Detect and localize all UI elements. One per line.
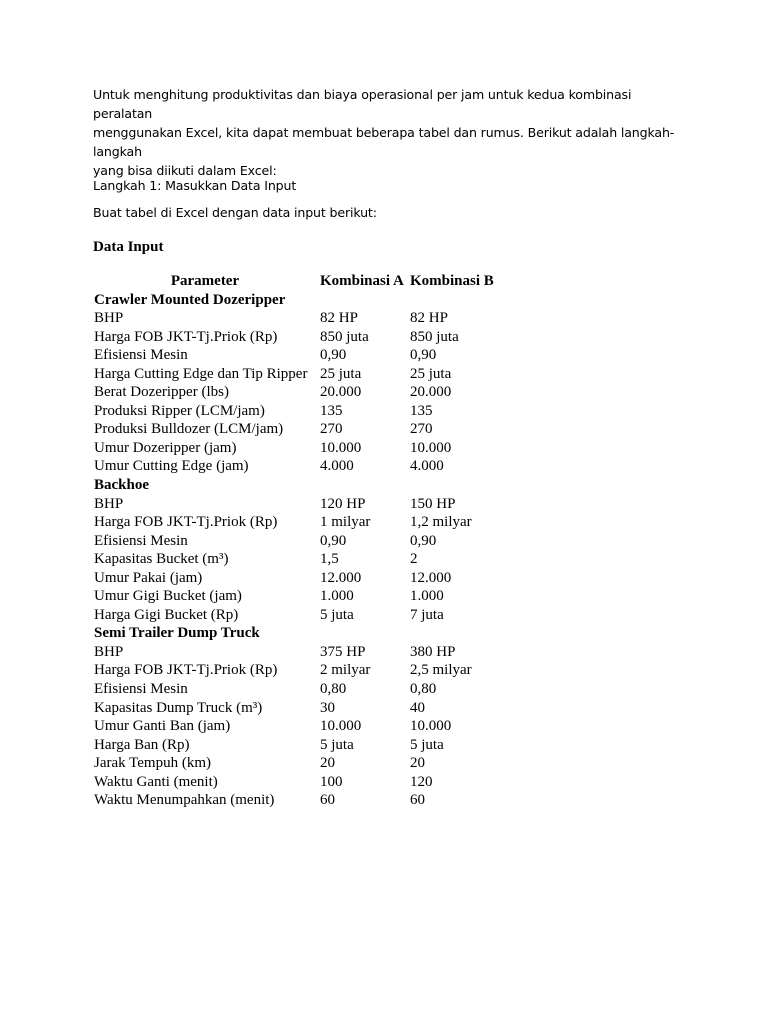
kombinasi-b-cell: 0,80 <box>410 681 437 698</box>
parameter-cell: Berat Dozeripper (lbs) <box>94 384 229 401</box>
kombinasi-a-cell: 0,90 <box>320 347 347 364</box>
table-row <box>92 569 496 588</box>
parameter-cell: BHP <box>94 643 124 660</box>
table-row <box>92 495 496 514</box>
kombinasi-a-cell: 20 <box>320 755 335 772</box>
table-group-row <box>92 624 496 643</box>
kombinasi-b-cell: 10.000 <box>410 439 452 456</box>
table-group-row <box>92 476 496 495</box>
kombinasi-a-cell: 4.000 <box>320 458 354 475</box>
table-row <box>92 661 496 680</box>
parameter-cell: Harga Ban (Rp) <box>94 736 190 753</box>
parameter-cell: Harga FOB JKT-Tj.Priok (Rp) <box>94 328 278 345</box>
parameter-cell: Efisiensi Mesin <box>94 681 188 698</box>
kombinasi-a-cell: 2 milyar <box>320 662 371 679</box>
kombinasi-a-cell: 100 <box>320 773 343 790</box>
kombinasi-a-cell: 10.000 <box>320 439 362 456</box>
kombinasi-b-cell: 10.000 <box>410 718 452 735</box>
column-header-kombinasi-b: Kombinasi B <box>410 273 494 289</box>
table-row <box>92 791 496 810</box>
table-group-row <box>92 291 496 310</box>
kombinasi-b-cell: 1.000 <box>410 588 444 605</box>
parameter-cell: Harga Cutting Edge dan Tip Ripper <box>94 365 308 382</box>
kombinasi-b-cell: 2 <box>410 551 418 568</box>
parameter-cell: Kapasitas Dump Truck (m³) <box>94 699 263 716</box>
section-title: Data Input <box>93 239 164 255</box>
kombinasi-b-cell: 1,2 milyar <box>410 514 472 531</box>
kombinasi-b-cell: 5 juta <box>410 736 444 753</box>
kombinasi-a-cell: 1,5 <box>320 551 339 568</box>
kombinasi-b-cell: 850 juta <box>410 328 459 345</box>
parameter-cell: Produksi Bulldozer (LCM/jam) <box>94 421 284 438</box>
table-row <box>92 606 496 625</box>
parameter-cell: Waktu Menumpahkan (menit) <box>94 792 275 809</box>
kombinasi-b-cell: 60 <box>410 792 425 809</box>
kombinasi-b-cell: 270 <box>410 421 433 438</box>
table-row <box>92 587 496 606</box>
step-1-instruction: Buat tabel di Excel dengan data input berikut: <box>93 205 377 220</box>
kombinasi-b-cell: 150 HP <box>410 495 456 512</box>
parameter-cell: Efisiensi Mesin <box>94 347 188 364</box>
table-row <box>92 643 496 662</box>
kombinasi-a-cell: 1 milyar <box>320 514 371 531</box>
kombinasi-b-cell: 380 HP <box>410 643 456 660</box>
table-row <box>92 383 496 402</box>
table-row <box>92 420 496 439</box>
table-body <box>92 291 496 810</box>
kombinasi-a-cell: 60 <box>320 792 335 809</box>
parameter-cell: Umur Dozeripper (jam) <box>94 439 237 456</box>
parameter-cell: Umur Pakai (jam) <box>94 569 203 586</box>
table-row <box>92 402 496 421</box>
table-row <box>92 328 496 347</box>
kombinasi-a-cell: 25 juta <box>320 365 362 382</box>
kombinasi-b-cell: 20.000 <box>410 384 452 401</box>
table-row <box>92 439 496 458</box>
kombinasi-b-cell: 135 <box>410 402 433 419</box>
kombinasi-b-cell: 7 juta <box>410 606 444 623</box>
kombinasi-a-cell: 120 HP <box>320 495 366 512</box>
step-1-heading: Langkah 1: Masukkan Data Input <box>93 178 297 193</box>
kombinasi-a-cell: 0,90 <box>320 532 347 549</box>
parameter-cell: Harga Gigi Bucket (Rp) <box>94 606 239 623</box>
kombinasi-a-cell: 82 HP <box>320 310 358 327</box>
kombinasi-b-cell: 40 <box>410 699 425 716</box>
kombinasi-a-cell: 20.000 <box>320 384 362 401</box>
parameter-cell: Umur Gigi Bucket (jam) <box>94 588 242 605</box>
kombinasi-b-cell: 82 HP <box>410 310 448 327</box>
column-header-kombinasi-a: Kombinasi A <box>320 273 404 289</box>
parameter-cell: Produksi Ripper (LCM/jam) <box>94 402 265 419</box>
kombinasi-a-cell: 270 <box>320 421 343 438</box>
parameter-cell: Efisiensi Mesin <box>94 532 188 549</box>
group-title: Semi Trailer Dump Truck <box>94 625 260 642</box>
table-header-row <box>92 272 496 291</box>
table-row <box>92 736 496 755</box>
table-row <box>92 365 496 384</box>
intro-line: menggunakan Excel, kita dapat membuat beberapa tabel dan rumus. Berikut adalah langkah-langkah <box>93 125 675 159</box>
intro-paragraph <box>93 85 693 180</box>
kombinasi-b-cell: 0,90 <box>410 532 437 549</box>
data-input-table <box>92 272 496 810</box>
group-title: Crawler Mounted Dozeripper <box>94 291 286 308</box>
table-row <box>92 309 496 328</box>
parameter-cell: Waktu Ganti (menit) <box>94 773 218 790</box>
table-row <box>92 754 496 773</box>
table-row <box>92 513 496 532</box>
parameter-cell: Harga FOB JKT-Tj.Priok (Rp) <box>94 662 278 679</box>
parameter-cell: BHP <box>94 310 124 327</box>
kombinasi-a-cell: 1.000 <box>320 588 354 605</box>
parameter-cell: Harga FOB JKT-Tj.Priok (Rp) <box>94 514 278 531</box>
kombinasi-a-cell: 0,80 <box>320 681 347 698</box>
parameter-cell: Kapasitas Bucket (m³) <box>94 551 229 568</box>
kombinasi-a-cell: 30 <box>320 699 335 716</box>
kombinasi-b-cell: 2,5 milyar <box>410 662 472 679</box>
kombinasi-a-cell: 375 HP <box>320 643 366 660</box>
table-row <box>92 680 496 699</box>
parameter-cell: BHP <box>94 495 124 512</box>
kombinasi-a-cell: 10.000 <box>320 718 362 735</box>
kombinasi-b-cell: 25 juta <box>410 365 452 382</box>
intro-line: yang bisa diikuti dalam Excel: <box>93 163 277 178</box>
table-row <box>92 532 496 551</box>
table-row <box>92 773 496 792</box>
parameter-cell: Umur Ganti Ban (jam) <box>94 718 231 735</box>
kombinasi-a-cell: 12.000 <box>320 569 362 586</box>
kombinasi-a-cell: 135 <box>320 402 343 419</box>
group-title: Backhoe <box>94 477 150 494</box>
kombinasi-b-cell: 20 <box>410 755 425 772</box>
parameter-cell: Jarak Tempuh (km) <box>94 755 211 772</box>
kombinasi-b-cell: 4.000 <box>410 458 444 475</box>
column-header-parameter: Parameter <box>170 273 240 289</box>
kombinasi-a-cell: 5 juta <box>320 736 354 753</box>
kombinasi-a-cell: 850 juta <box>320 328 369 345</box>
table-row <box>92 717 496 736</box>
kombinasi-b-cell: 0,90 <box>410 347 437 364</box>
intro-line: Untuk menghitung produktivitas dan biaya operasional per jam untuk kedua kombinasi peralatan <box>93 87 632 121</box>
parameter-cell: Umur Cutting Edge (jam) <box>94 458 249 475</box>
kombinasi-b-cell: 12.000 <box>410 569 452 586</box>
kombinasi-a-cell: 5 juta <box>320 606 354 623</box>
table-row <box>92 457 496 476</box>
table-row <box>92 346 496 365</box>
kombinasi-b-cell: 120 <box>410 773 433 790</box>
table-row <box>92 699 496 718</box>
table-row <box>92 550 496 569</box>
